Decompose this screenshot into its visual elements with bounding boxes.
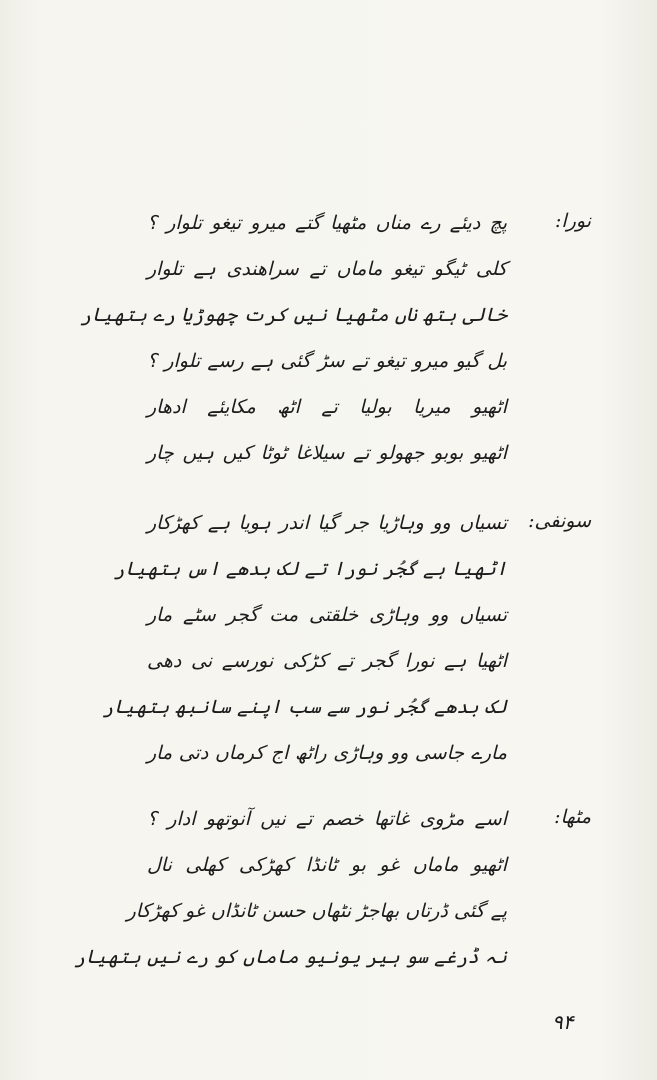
verse-line: خالی ہتھ ناں مٹھیا نیں کرت چھوڑیا رے ہتھیار [80, 304, 507, 326]
verse-line: پے گئی ڈرتاں بھاجڑ نٹھاں حسن ٹانڈاں غو کھڑکار [126, 900, 507, 922]
verse-line: لک بدھے گجُر نور سے سب اپنے سانبھ ہتھیار [102, 696, 507, 718]
verse-line: اسے مڑوی غاتھا خصم تے نیں آنوتھو ادار ؟ [147, 808, 507, 830]
verse-line: تسیاں وو وہاڑیا جر گیا اندر ہویا ہے کھڑکار [147, 512, 507, 534]
speaker-name: سونفی: [528, 510, 591, 532]
verse-lines [102, 500, 507, 776]
speaker-name: نورا: [555, 210, 591, 232]
page-number: ۹۴ [552, 1010, 574, 1034]
verse-line: اٹھیا ہے گجُر نورا تے لک بدھے اس ہتھیار [113, 558, 507, 580]
verse-lines [80, 200, 507, 476]
verse-line: کلی ٹیگو تیغو ماماں تے سراھندی ہے تلوار [147, 258, 507, 280]
verse-lines [74, 796, 507, 980]
verse-line: بل گیو میرو تیغو تے سڑ گئی ہے رسے تلوار ؟ [147, 350, 507, 372]
verse-line: تسیاں وو وہاڑی خلقتی مت گجر سٹے مار [147, 604, 507, 626]
verse-line: پچ دیئے رے مناں مٹھیا گتے میرو تیغو تلوار ؟ [147, 212, 507, 234]
verse-line: اٹھیا ہے نورا گجر تے کڑکی نورسے نی دھی [147, 650, 507, 672]
verse-line: مارے جاسی وو وہاڑی راٹھ اج کرماں دتی مار [147, 742, 507, 764]
speaker-name: مٹھا: [554, 806, 591, 828]
verse-line: اٹھیو ماماں غو بو ٹانڈا کھڑکی کھلی نال [147, 854, 507, 876]
verse-line: نہ ڈرغے سو ہیر یونیو ماماں کو رے نیں ہتھیار [74, 946, 507, 968]
verse-line: اٹھیو بوبو جھولو تے سیلاغا ٹوٹا کیں ہیں چار [147, 442, 507, 464]
verse-line: اٹھیو میریا بولیا تے اٹھ مکایئے ادھار [147, 396, 507, 418]
